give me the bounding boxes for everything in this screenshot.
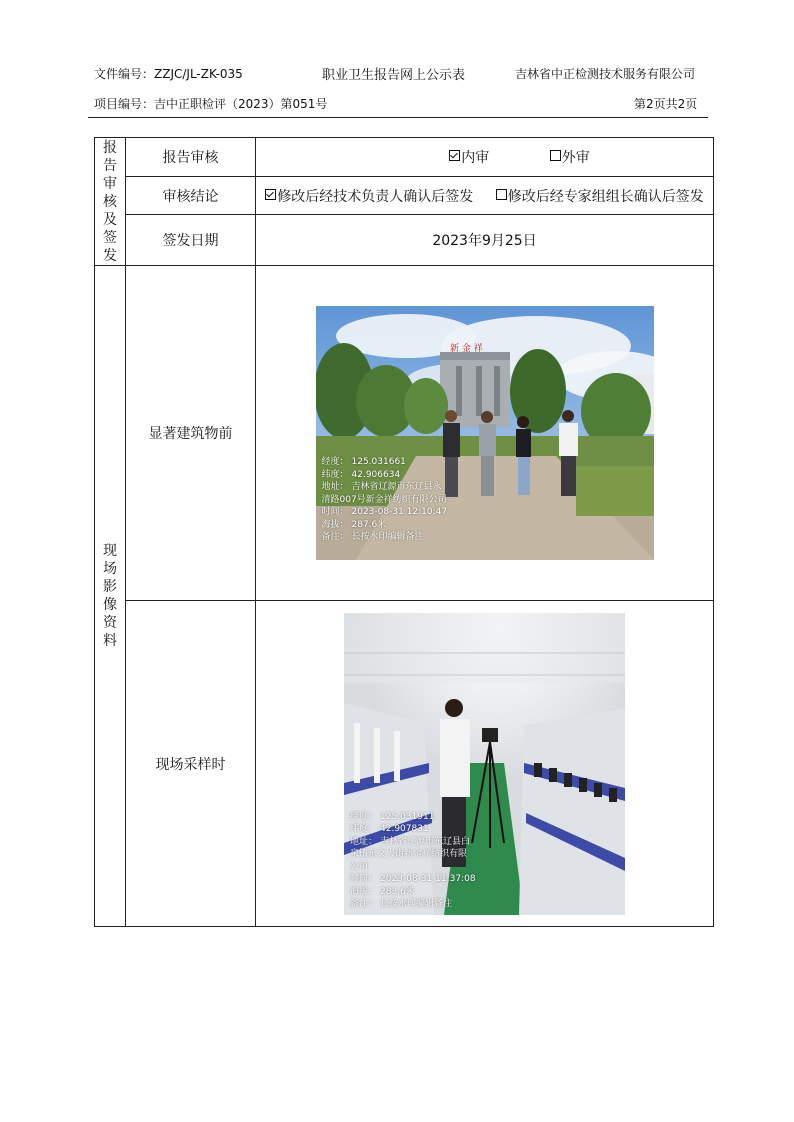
review-side-label: 报告审核及签发 xyxy=(103,139,117,264)
photo1-latitude: 42.906634 xyxy=(351,469,401,480)
photo2-note: 长按水印编辑备注 xyxy=(380,899,453,909)
external-review-option[interactable]: 外审 xyxy=(550,147,590,167)
review-side-cell xyxy=(95,138,126,266)
photo1-time: 2023-08-31 12:10:47 xyxy=(351,507,448,517)
photo1-address-line2: 清路007号新金祥纺织有限公司 xyxy=(321,494,447,505)
conclusion-options xyxy=(256,177,714,215)
conclusion-row xyxy=(95,177,714,215)
photo-side-cell xyxy=(95,266,126,927)
header-divider xyxy=(88,117,708,118)
document-title: 职业卫生报告网上公示表 xyxy=(322,68,466,83)
photo1-label: 显著建筑物前 xyxy=(126,266,256,601)
date-value: 2023年9月25日 xyxy=(256,215,714,266)
building-photo xyxy=(316,306,654,560)
photo-side-label: 现场影像资料 xyxy=(103,543,117,649)
checkbox-icon xyxy=(550,150,561,161)
photo-row-2 xyxy=(95,601,714,927)
photo1-watermark: 经度： 125.031661 纬度： 42.906634 地址： 吉林省辽源市东辽县永 清路007号新金祥纺织有限公司 时间： 2023-08-31 12:10:47 海拔： 287.6米 备注： 长按水印编辑备注 xyxy=(321,457,448,542)
photo2-latitude: 42.907831 xyxy=(380,824,429,834)
review-label: 报告审核 xyxy=(126,138,256,177)
date-label: 签发日期 xyxy=(126,215,256,266)
photo1-longitude: 125.031661 xyxy=(351,457,406,467)
checkbox-icon xyxy=(496,189,507,200)
expert-lead-option[interactable]: 修改后经专家组组长确认后签发 xyxy=(496,186,704,206)
photo2-longitude: 125.031911 xyxy=(380,811,435,822)
project-number: 项目编号：吉中正职检评（2023）第051号 xyxy=(94,97,328,111)
photo2-label: 现场采样时 xyxy=(126,601,256,927)
checked-checkbox-icon xyxy=(265,189,276,200)
checked-checkbox-icon xyxy=(449,150,460,161)
photo2-address-line3: 公司 xyxy=(350,861,369,872)
photo2-address-line1: 吉林省辽源市东辽县白 xyxy=(380,836,471,847)
review-options xyxy=(256,138,714,177)
disclosure-table xyxy=(94,137,714,927)
photo1-address-line1: 吉林省辽源市东辽县永 xyxy=(351,482,442,492)
sampling-photo xyxy=(344,613,625,915)
review-row xyxy=(95,138,714,177)
photo1-note: 长按水印编辑备注 xyxy=(351,532,424,542)
page-info: 第2页共2页 xyxy=(634,97,698,111)
photo2-watermark: 经度： 125.031911 纬度： 42.907831 地址： 吉林省辽源市东辽县白 泉镇东文大街新金祥纺织有限 公司 时间： 2023-08-31 11:37:08 海拔： 283.6米 备注： 长按水印编辑备注 xyxy=(350,811,476,909)
company-name: 吉林省中正检测技术服务有限公司 xyxy=(515,67,696,81)
internal-review-option[interactable]: 内审 xyxy=(449,147,489,167)
photo1-altitude: 287.6米 xyxy=(351,519,387,530)
photo2-address-line2: 泉镇东文大街新金祥纺织有限 xyxy=(350,849,468,859)
date-row xyxy=(95,215,714,266)
photo2-time: 2023-08-31 11:37:08 xyxy=(380,874,476,884)
photo1-cell xyxy=(256,266,714,601)
photo2-altitude: 283.6米 xyxy=(380,886,415,897)
tech-lead-option[interactable]: 修改后经技术负责人确认后签发 xyxy=(265,186,473,206)
photo2-cell xyxy=(256,601,714,927)
document-number: 文件编号：ZZJC/JL-ZK-035 xyxy=(94,67,243,81)
photo-row-1 xyxy=(95,266,714,601)
conclusion-label: 审核结论 xyxy=(126,177,256,215)
building-sign: 新 金 祥 xyxy=(449,344,483,354)
